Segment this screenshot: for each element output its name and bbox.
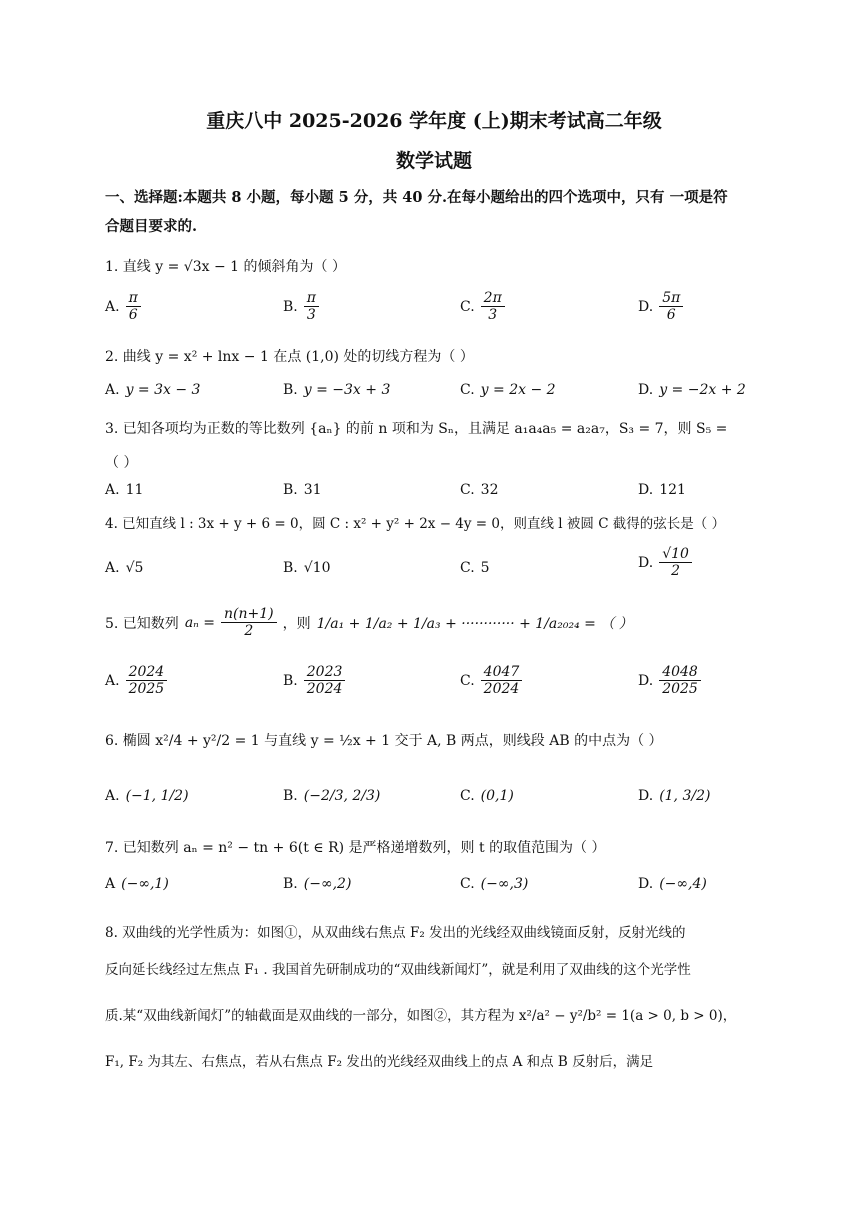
stem-sum: 1/a₁ + 1/a₂ + 1/a₃ + ············ + 1/a₂₀₂₄ = （ ） [316,615,633,632]
q2-option-c[interactable] [460,382,556,398]
q2-option-d[interactable] [638,382,746,398]
option-label: C. [460,560,475,576]
q6-option-b[interactable] [283,788,380,804]
q4-option-c[interactable] [460,560,490,576]
option-text: 32 [480,482,499,498]
numerator: 2π [481,290,505,307]
option-label: D. [638,298,654,315]
option-text: y = −2x + 2 [659,382,746,398]
option-text: (1, 3/2) [659,788,711,804]
option-text: 31 [303,482,322,498]
option-label: A. [105,298,120,315]
question-3-stem-cont: （ ） [105,455,138,471]
fraction [304,290,319,323]
numerator: π [126,290,141,307]
q1-option-b[interactable] [283,290,319,323]
option-text: y = −3x + 3 [303,382,391,398]
numerator: 2023 [304,664,346,681]
option-text: y = 3x − 3 [125,382,201,398]
q7-option-c[interactable] [460,876,528,892]
exam-title: 重庆八中 2025-2026 学年度 (上)期末考试高二年级 [206,110,662,132]
question-2-stem: 2. 曲线 y = x² + lnx − 1 在点 (1,0) 处的切线方程为（ ） [105,349,474,365]
option-label: B. [283,560,298,576]
fraction [304,664,346,697]
fraction [221,606,277,639]
option-text: √10 [303,560,331,576]
denominator: 2 [244,623,254,640]
option-label: B. [283,298,298,315]
fraction [659,546,692,579]
q4-option-b[interactable] [283,560,331,576]
q2-option-b[interactable] [283,382,390,398]
numerator: 4048 [659,664,701,681]
option-label: A. [105,382,120,398]
option-label: C. [460,876,475,892]
q7-option-d[interactable] [638,876,707,892]
option-text: (−∞,4) [659,876,707,892]
numerator: √10 [659,546,692,563]
option-text: (0,1) [480,788,514,804]
numerator: π [304,290,319,307]
denominator: 2025 [662,681,698,698]
denominator: 2024 [306,681,343,698]
stem-prefix: 5. 已知数列 [105,615,179,632]
question-4-stem: 4. 已知直线 l : 3x + y + 6 = 0，圆 C : x² + y² + 2x − 4y = 0，则直线 l 被圆 C 截得的弦长是（ ） [105,516,726,532]
option-label: C. [460,298,475,315]
option-label: B. [283,382,298,398]
option-label: D. [638,672,654,689]
question-8-line2: 反向延长线经过左焦点 F₁ . 我国首先研制成功的“双曲线新闻灯”，就是利用了双曲线的这个光学性 [105,962,691,978]
q2-option-a[interactable] [105,382,200,398]
q5-option-c[interactable] [460,664,522,697]
option-label: B. [283,876,298,892]
q7-option-a[interactable] [105,876,169,892]
option-label: B. [283,482,298,498]
option-label: B. [283,672,298,689]
q1-option-d[interactable] [638,290,683,323]
option-text: (−∞,3) [480,876,529,892]
q4-option-a[interactable] [105,560,143,576]
q3-option-a[interactable] [105,482,143,498]
option-label: A. [105,482,120,498]
denominator: 3 [306,307,316,324]
q1-option-a[interactable] [105,290,141,323]
option-label: A. [105,788,120,804]
numerator: 2024 [126,664,168,681]
option-text: (−2/3, 2/3) [303,788,381,804]
fraction [481,664,523,697]
q6-option-a[interactable] [105,788,189,804]
option-label: D. [638,788,654,804]
question-5-stem [105,606,633,639]
denominator: 2024 [483,681,520,698]
question-7-stem: 7. 已知数列 aₙ = n² − tn + 6(t ∈ R) 是严格递增数列，则 t 的取值范围为（ ） [105,840,606,856]
option-text: 121 [659,482,686,498]
option-label: D. [638,482,654,498]
numerator: 5π [659,290,683,307]
question-8-line3: 质.某“双曲线新闻灯”的轴截面是双曲线的一部分，如图②，其方程为 x²/a² − y²/b² = 1(a > 0, b > 0)， [105,1008,737,1024]
option-text: (−1, 1/2) [125,788,189,804]
numerator: 4047 [481,664,523,681]
numerator: n(n+1) [221,606,277,623]
question-8-line4: F₁, F₂ 为其左、右焦点，若从右焦点 F₂ 发出的光线经双曲线上的点 A 和点 B 反射后，满足 [105,1054,654,1070]
option-label: A. [105,560,120,576]
q1-option-c[interactable] [460,290,505,323]
option-label: D. [638,382,654,398]
section-heading-line1: 一、选择题:本题共 8 小题，每小题 5 分，共 40 分.在每小题给出的四个选项中，只有 一项是符 [105,189,728,206]
option-label: A. [105,672,120,689]
fraction [126,290,141,323]
denominator: 2 [671,563,681,580]
option-label: C. [460,788,475,804]
question-6-stem: 6. 椭圆 x²/4 + y²/2 = 1 与直线 y = ½x + 1 交于 A, B 两点，则线段 AB 的中点为（ ） [105,733,663,749]
option-label: B. [283,788,298,804]
fraction [126,664,168,697]
exam-subtitle: 数学试题 [395,150,472,172]
fraction [659,664,701,697]
option-label: D. [638,876,654,892]
q6-option-d[interactable] [638,788,710,804]
denominator: 3 [488,307,498,324]
option-label: A [105,876,116,892]
option-text: 11 [125,482,144,498]
fraction [659,290,683,323]
q3-option-c[interactable] [460,482,499,498]
fraction [481,290,505,323]
question-3-stem: 3. 已知各项均为正数的等比数列 {aₙ} 的前 n 项和为 Sₙ，且满足 a₁a₄a₅ = a₂a₇，S₃ = 7，则 S₅ = [105,421,728,437]
denominator: 6 [128,307,138,324]
stem-an: aₙ = [184,614,216,631]
q3-option-b[interactable] [283,482,322,498]
q5-option-a[interactable] [105,664,167,697]
option-label: C. [460,672,475,689]
question-1-stem: 1. 直线 y = √3x − 1 的倾斜角为（ ） [105,259,346,275]
q7-option-b[interactable] [283,876,351,892]
q5-option-b[interactable] [283,664,345,697]
option-label: C. [460,382,475,398]
option-label: C. [460,482,475,498]
denominator: 2025 [128,681,165,698]
question-8-line1: 8. 双曲线的光学性质为：如图①，从双曲线右焦点 F₂ 发出的光线经双曲线镜面反射，反射光线的 [105,925,686,941]
section-heading-line2: 合题目要求的. [105,218,198,235]
q4-option-d[interactable] [638,546,692,579]
denominator: 6 [666,307,676,324]
q3-option-d[interactable] [638,482,686,498]
option-label: D. [638,554,654,571]
q5-option-d[interactable] [638,664,701,697]
option-text: (−∞,1) [121,876,169,892]
q6-option-c[interactable] [460,788,514,804]
option-text: y = 2x − 2 [480,382,556,398]
option-text: 5 [480,560,490,576]
option-text: (−∞,2) [303,876,352,892]
option-text: √5 [125,560,144,576]
stem-mid: ，则 [282,615,311,632]
